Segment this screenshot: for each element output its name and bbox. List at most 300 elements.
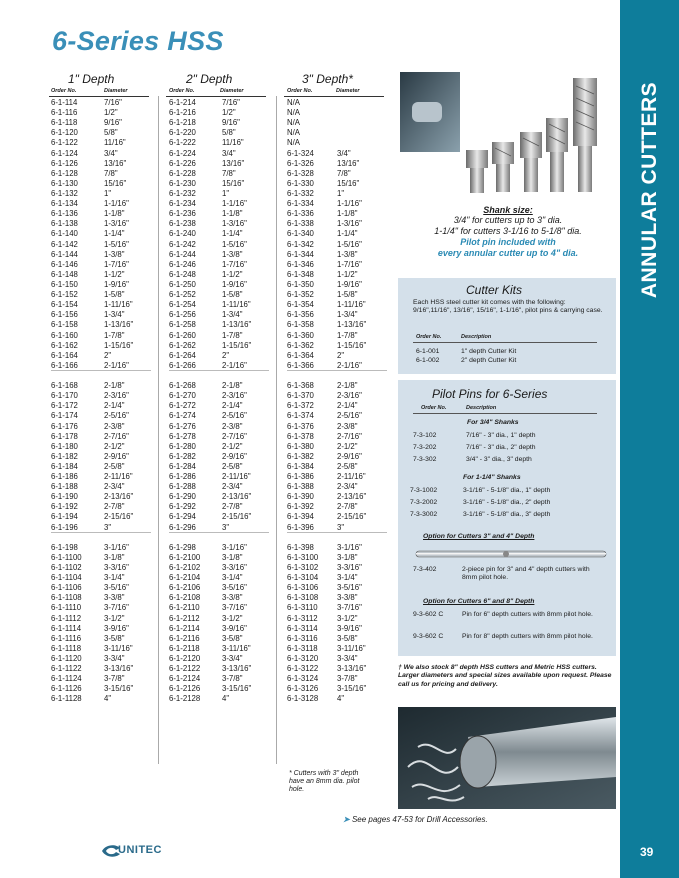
table-row — [169, 563, 269, 573]
diameter: 3-1/4" — [222, 573, 243, 583]
order-number: 6-1-234 — [169, 199, 196, 209]
order-number: 6-1-116 — [51, 108, 78, 118]
diameter: 1-1/2" — [222, 269, 243, 279]
table-row — [287, 492, 387, 502]
table-row — [169, 482, 269, 492]
diameter: 2-3/16" — [337, 391, 362, 401]
order-number: 6-1-2116 — [169, 633, 200, 643]
diameter: 4" — [104, 694, 112, 704]
pilot-34-3-order: 7-3-302 — [413, 456, 437, 463]
kit-2-desc: 2" depth Cutter Kit — [461, 357, 517, 364]
table-row — [169, 240, 269, 250]
drilling-photo — [398, 707, 616, 809]
option-34-order: 7-3-402 — [413, 566, 437, 573]
shank-info — [398, 205, 618, 259]
diameter: 13/16" — [222, 158, 245, 168]
diameter: 3-7/16" — [222, 603, 247, 613]
diameter: 2-3/16" — [222, 391, 247, 401]
cutters-note: * Cutters with 3" depth have an 8mm dia. pilot hole. — [289, 770, 360, 793]
table-row — [169, 614, 269, 624]
order-number: 6-1-1128 — [51, 694, 82, 704]
table-row — [51, 684, 151, 694]
order-number: 6-1-376 — [287, 421, 314, 431]
order-number: 6-1-254 — [169, 300, 196, 310]
table-3in — [287, 98, 387, 705]
order-number: 6-1-1100 — [51, 552, 82, 562]
diameter: 3" — [104, 522, 112, 532]
table-row — [287, 563, 387, 573]
table-row — [169, 391, 269, 401]
diameter: 2-7/16" — [337, 431, 362, 441]
table-row — [287, 593, 387, 603]
diameter: 1-3/4" — [337, 310, 358, 320]
order-number: 6-1-238 — [169, 219, 196, 229]
table-row — [169, 250, 269, 260]
diameter: 1-13/16" — [337, 320, 367, 330]
pilot-34-1-order: 7-3-102 — [413, 432, 437, 439]
diameter: 1-1/8" — [222, 209, 243, 219]
order-number: 6-1-3114 — [287, 623, 318, 633]
table-2in — [169, 98, 269, 705]
option-68-2-desc: Pin for 8" depth cutters with 8mm pilot hole. — [462, 633, 593, 640]
order-number: 6-1-256 — [169, 310, 196, 320]
table-row — [287, 371, 387, 381]
order-number: 6-1-2122 — [169, 664, 201, 674]
order-number: 6-1-328 — [287, 168, 314, 178]
diameter: 3-5/16" — [104, 583, 129, 593]
diameter: 3-1/8" — [222, 552, 243, 562]
order-number: 6-1-180 — [51, 441, 78, 451]
table-1in — [51, 98, 151, 705]
diameter: 2-7/8" — [337, 502, 358, 512]
order-number: 6-1-182 — [51, 451, 78, 461]
order-number: 6-1-248 — [169, 269, 196, 279]
diameter: 2-5/8" — [222, 461, 243, 471]
order-number: 6-1-118 — [51, 118, 78, 128]
table-row — [287, 583, 387, 593]
table-row — [51, 664, 151, 674]
order-number: 6-1-260 — [169, 330, 196, 340]
order-number: 6-1-280 — [169, 441, 196, 451]
table-row — [51, 654, 151, 664]
order-number: 6-1-1110 — [51, 603, 82, 613]
table-row — [287, 138, 387, 148]
order-number: 6-1-220 — [169, 128, 196, 138]
table-row — [169, 654, 269, 664]
order-number: 6-1-1114 — [51, 623, 82, 633]
order-number: 6-1-372 — [287, 401, 314, 411]
order-number: 6-1-370 — [287, 391, 314, 401]
diameter: 2-1/8" — [104, 381, 125, 391]
option-68-2-order: 9-3-602 C — [413, 633, 444, 640]
order-number: 6-1-2128 — [169, 694, 201, 704]
column-divider-1 — [158, 96, 159, 764]
diameter: 2-1/2" — [337, 441, 358, 451]
diameter: 2-3/8" — [222, 421, 243, 431]
diameter: 2-1/2" — [222, 441, 243, 451]
table-row — [287, 351, 387, 361]
diameter: 3-3/8" — [104, 593, 125, 603]
diameter: 2-7/16" — [104, 431, 129, 441]
order-number: 6-1-140 — [51, 229, 78, 239]
rule-1 — [49, 96, 149, 97]
col-diameter-1: Diameter — [104, 88, 128, 94]
order-number: N/A — [287, 108, 300, 118]
table-row — [169, 169, 269, 179]
table-row — [169, 108, 269, 118]
order-number: 6-1-288 — [169, 482, 196, 492]
table-row — [287, 432, 387, 442]
diameter: 1/2" — [222, 108, 236, 118]
column-divider-2 — [276, 96, 277, 764]
diameter: 1-1/4" — [337, 229, 358, 239]
diameter: 1-15/16" — [222, 340, 252, 350]
table-row — [287, 482, 387, 492]
order-number: 6-1-2100 — [169, 552, 201, 562]
order-number: 6-1-184 — [51, 461, 78, 471]
sidebar-label-wrap — [620, 0, 679, 360]
diameter: 1-1/16" — [222, 199, 247, 209]
diameter: 1-9/16" — [104, 279, 129, 289]
table-row — [169, 179, 269, 189]
order-number: 6-1-1118 — [51, 643, 82, 653]
table-row — [287, 533, 387, 543]
order-number: 6-1-250 — [169, 279, 196, 289]
pilot-34-1-desc: 7/16" - 3" dia., 1" depth — [466, 432, 536, 439]
diameter: 3-3/16" — [337, 563, 362, 573]
table-row — [51, 361, 151, 371]
cutters-photo — [400, 72, 616, 200]
order-number: 6-1-1106 — [51, 583, 82, 593]
table-row — [51, 583, 151, 593]
table-row — [169, 674, 269, 684]
order-number: 6-1-396 — [287, 522, 314, 532]
order-number: 6-1-282 — [169, 451, 196, 461]
diameter: 3-3/16" — [104, 563, 129, 573]
diameter: 2-15/16" — [222, 512, 252, 522]
order-number: 6-1-354 — [287, 300, 314, 310]
order-number: 6-1-342 — [287, 239, 314, 249]
order-number: 6-1-334 — [287, 199, 314, 209]
order-number: 6-1-3100 — [287, 552, 319, 562]
shank-line-2: 1-1/4" for cutters 3-1/16 to 5-1/8" dia. — [434, 226, 582, 236]
order-number: 6-1-348 — [287, 269, 314, 279]
table-row — [169, 543, 269, 553]
table-row — [169, 149, 269, 159]
table-row — [169, 290, 269, 300]
table-row — [51, 492, 151, 502]
order-number: N/A — [287, 138, 300, 148]
diameter: 3-9/16" — [104, 623, 129, 633]
diameter: 3-3/4" — [104, 654, 125, 664]
order-number: 6-1-168 — [51, 381, 78, 391]
order-number: 6-1-120 — [51, 128, 78, 138]
diameter: 3-1/4" — [337, 573, 358, 583]
diameter: 3/4" — [104, 148, 118, 158]
order-number: 6-1-378 — [287, 431, 314, 441]
diameter: 3-5/8" — [337, 633, 358, 643]
order-number: 6-1-2118 — [169, 643, 200, 653]
diameter: 1-9/16" — [337, 279, 362, 289]
table-row — [169, 401, 269, 411]
table-row — [51, 98, 151, 108]
order-number: 6-1-360 — [287, 330, 314, 340]
diameter: 2-1/4" — [337, 401, 358, 411]
table-row — [169, 694, 269, 704]
diameter: 3/4" — [337, 148, 351, 158]
order-number: 6-1-358 — [287, 320, 314, 330]
diameter: 13/16" — [104, 158, 127, 168]
table-row — [169, 472, 269, 482]
order-number: 6-1-336 — [287, 209, 314, 219]
diameter: 1" — [222, 188, 230, 198]
diameter: 3-7/8" — [337, 674, 358, 684]
order-number: 6-1-240 — [169, 229, 196, 239]
order-number: 6-1-192 — [51, 502, 78, 512]
diameter: 7/8" — [104, 168, 118, 178]
order-number: 6-1-3106 — [287, 583, 319, 593]
order-number: 6-1-294 — [169, 512, 196, 522]
diameter: 1" — [337, 188, 345, 198]
table-row — [51, 644, 151, 654]
diameter: 1-5/8" — [222, 290, 243, 300]
diameter: 1-3/4" — [104, 310, 125, 320]
order-number: 6-1-1120 — [51, 654, 82, 664]
diameter: 2-5/8" — [104, 461, 125, 471]
diameter: 7/16" — [222, 98, 240, 107]
order-number: N/A — [287, 118, 300, 128]
diameter: 1-1/2" — [337, 269, 358, 279]
table-row — [169, 634, 269, 644]
order-number: 6-1-174 — [51, 411, 78, 421]
diameter: 3-1/2" — [222, 613, 243, 623]
order-number: 6-1-222 — [169, 138, 196, 148]
diameter: 1-11/16" — [337, 300, 366, 310]
table-row — [287, 391, 387, 401]
diameter: 2-1/16" — [104, 360, 129, 370]
diameter: 2-13/16" — [104, 492, 134, 502]
option-68-heading: Option for Cutters 6" and 8" Depth — [423, 598, 535, 605]
sidebar-label: ANNULAR CUTTERS — [637, 81, 661, 299]
order-number: 6-1-398 — [287, 542, 314, 552]
table-row — [169, 684, 269, 694]
order-number: 6-1-272 — [169, 401, 196, 411]
diameter: 2-3/4" — [222, 482, 243, 492]
pilot-114-3-desc: 3-1/16" - 5-1/8" dia., 3" depth — [463, 511, 551, 518]
order-number: 6-1-296 — [169, 522, 196, 532]
order-number: 6-1-144 — [51, 249, 78, 259]
table-row — [169, 603, 269, 613]
order-number: 6-1-3124 — [287, 674, 319, 684]
diameter: 1-7/16" — [104, 259, 129, 269]
diameter: 2-1/4" — [222, 401, 243, 411]
table-row — [51, 593, 151, 603]
table-row — [287, 108, 387, 118]
order-number: 6-1-266 — [169, 360, 196, 370]
table-row — [51, 523, 151, 533]
order-number: 6-1-324 — [287, 148, 314, 158]
table-row — [287, 209, 387, 219]
order-number: N/A — [287, 128, 300, 138]
logo-text: UNITEC — [118, 844, 162, 856]
table-row — [169, 502, 269, 512]
order-number: 6-1-2126 — [169, 684, 201, 694]
order-number: 6-1-216 — [169, 108, 196, 118]
pilots-rule — [413, 413, 597, 414]
diameter: 9/16" — [222, 118, 240, 128]
pilot-pins-title: Pilot Pins for 6-Series — [432, 387, 548, 401]
table-row — [287, 229, 387, 239]
shank-line-4: every annular cutter up to 4" dia. — [437, 248, 579, 258]
diameter: 1-3/4" — [222, 310, 243, 320]
arrow-icon: ➤ — [343, 815, 350, 824]
diameter: 1-9/16" — [222, 279, 247, 289]
diameter: 3-7/16" — [337, 603, 362, 613]
table-row — [287, 240, 387, 250]
diameter: 3-3/4" — [222, 654, 243, 664]
table-row — [287, 149, 387, 159]
order-number: 6-1-166 — [51, 360, 78, 370]
order-number: 6-1-2108 — [169, 593, 201, 603]
diameter: 2-3/4" — [104, 482, 125, 492]
table-row — [169, 341, 269, 351]
order-number: 6-1-290 — [169, 492, 196, 502]
table-row — [51, 482, 151, 492]
table-row — [287, 452, 387, 462]
table-row — [51, 674, 151, 684]
diameter: 3/4" — [222, 148, 236, 158]
order-number: 6-1-246 — [169, 259, 196, 269]
diameter: 1-11/16" — [104, 300, 133, 310]
diameter: 3-1/8" — [337, 552, 358, 562]
table-row — [51, 381, 151, 391]
order-number: 6-1-130 — [51, 178, 78, 188]
table-row — [287, 543, 387, 553]
table-row — [51, 199, 151, 209]
order-number: 6-1-152 — [51, 290, 78, 300]
table-row — [51, 229, 151, 239]
pilots-sub-114: For 1-1/4" Shanks — [463, 474, 521, 481]
table-row — [169, 138, 269, 148]
order-number: 6-1-292 — [169, 502, 196, 512]
diameter: 3-15/16" — [222, 684, 252, 694]
table-row — [287, 442, 387, 452]
pilot-114-2-order: 7-3-2002 — [410, 499, 438, 506]
option-34-desc: 2-piece pin for 3" and 4" depth cutters with 8mm pilot hole. — [462, 566, 590, 582]
order-number: 6-1-2110 — [169, 603, 200, 613]
table-row — [51, 138, 151, 148]
diameter: 2" — [222, 350, 230, 360]
diameter: 3-3/8" — [337, 593, 358, 603]
order-number: 6-1-162 — [51, 340, 78, 350]
table-row — [169, 199, 269, 209]
order-number: 6-1-214 — [169, 98, 196, 107]
table-row — [287, 189, 387, 199]
table-row — [169, 411, 269, 421]
order-number: 6-1-244 — [169, 249, 196, 259]
order-number: 6-1-2112 — [169, 613, 200, 623]
depth-2-heading: 2" Depth — [186, 72, 233, 86]
table-row — [169, 593, 269, 603]
table-row — [169, 533, 269, 543]
table-row — [169, 422, 269, 432]
diameter: 2-1/2" — [104, 441, 125, 451]
order-number: 6-1-3102 — [287, 563, 319, 573]
diameter: 4" — [222, 694, 230, 704]
table-row — [287, 624, 387, 634]
table-row — [51, 108, 151, 118]
diameter: 15/16" — [337, 178, 360, 188]
table-row — [169, 128, 269, 138]
rule-2 — [166, 96, 266, 97]
table-row — [51, 573, 151, 583]
order-number: 6-1-1104 — [51, 573, 82, 583]
order-number: 6-1-352 — [287, 290, 314, 300]
table-row — [51, 219, 151, 229]
table-row — [287, 260, 387, 270]
order-number: 6-1-158 — [51, 320, 78, 330]
col-diameter-3: Diameter — [336, 88, 360, 94]
table-row — [51, 472, 151, 482]
table-row — [169, 462, 269, 472]
diameter: 1-3/8" — [222, 249, 243, 259]
kits-col-desc: Description — [461, 334, 492, 340]
table-row — [287, 502, 387, 512]
order-number: 6-1-196 — [51, 522, 78, 532]
table-row — [169, 624, 269, 634]
order-number: 6-1-340 — [287, 229, 314, 239]
pilot-34-2-desc: 7/16" - 3" dia., 2" depth — [466, 444, 536, 451]
page-title: 6-Series HSS — [52, 26, 224, 56]
order-number: 6-1-1124 — [51, 674, 82, 684]
see-pages-note — [343, 815, 488, 824]
table-row — [169, 280, 269, 290]
order-number: 6-1-242 — [169, 239, 196, 249]
order-number: 6-1-392 — [287, 502, 314, 512]
diameter: 3-1/2" — [104, 613, 125, 623]
order-number: 6-1-366 — [287, 360, 314, 370]
order-number: 6-1-218 — [169, 118, 196, 128]
table-row — [169, 512, 269, 522]
order-number: 6-1-286 — [169, 472, 196, 482]
table-row — [287, 674, 387, 684]
diameter: 3-7/8" — [222, 674, 243, 684]
diameter: 2-11/16" — [222, 472, 251, 482]
order-number: 6-1-284 — [169, 461, 196, 471]
diameter: 3-5/16" — [222, 583, 247, 593]
table-row — [169, 644, 269, 654]
order-number: 6-1-362 — [287, 340, 314, 350]
diameter: 2-13/16" — [222, 492, 252, 502]
diameter: 2-11/16" — [337, 472, 366, 482]
diameter: 1-13/16" — [104, 320, 134, 330]
diameter: 1-13/16" — [222, 320, 252, 330]
pilot-114-3-order: 7-3-3002 — [410, 511, 438, 518]
order-number: 6-1-3112 — [287, 613, 318, 623]
diameter: 11/16" — [222, 138, 244, 148]
table-row — [287, 401, 387, 411]
table-row — [51, 149, 151, 159]
diameter: 3-9/16" — [222, 623, 247, 633]
order-number: 6-1-122 — [51, 138, 78, 148]
diameter: 7/8" — [222, 168, 236, 178]
order-number: 6-1-164 — [51, 350, 78, 360]
order-number: 6-1-262 — [169, 340, 196, 350]
table-row — [51, 240, 151, 250]
table-row — [287, 684, 387, 694]
table-row — [287, 270, 387, 280]
table-row — [51, 341, 151, 351]
